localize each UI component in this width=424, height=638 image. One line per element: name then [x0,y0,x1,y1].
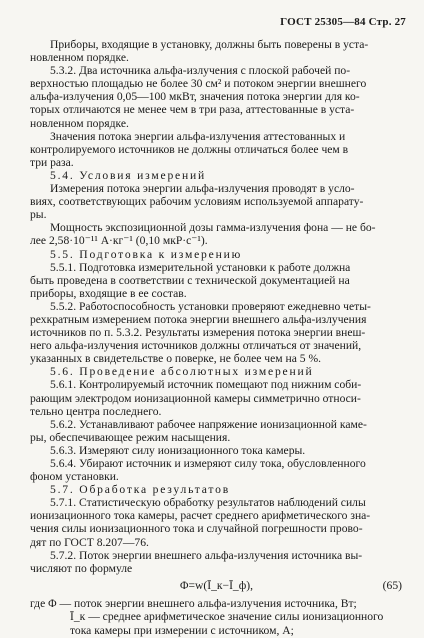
text-line: 5.3.2. Два источника альфа-излучения с плоской рабочей по- [50,64,351,78]
text-line: новленном порядке. [30,51,129,65]
text-line: ры. [30,208,47,222]
section-heading: 5.5. Подготовка к измерению [50,247,243,261]
text-line: 5.7.2. Поток энергии внешнего альфа-излучения источника вы- [50,548,363,562]
text-line: три раза. [30,155,74,169]
formula-expression: Φ=w(Ī_к−Ī_ф), [180,578,254,592]
text-line: приборы, входящие в ее состав. [30,286,187,300]
definition-line: где Φ — поток энергии внешнего альфа-излучения источника, Вт; [30,596,357,610]
text-line: указанных в свидетельстве о поверке, не более чем на 5 %. [30,352,322,366]
section-heading: 5.4. Условия измерений [50,168,207,182]
text-line: новленном порядке. [30,116,129,130]
definition-line: Ī_к — среднее арифметическое значение силы ионизационного [70,610,384,624]
text-line: 5.6.1. Контролируемый источник помещают под нижним соби- [50,378,362,392]
section-heading: 5.7. Обработка результатов [50,483,230,497]
text-line: источников по п. 5.3.2. Результаты измерения потока энергии внеш- [30,326,366,340]
text-line: числяют по формуле [30,561,133,575]
text-line: рехкратным измерением потока энергии внешнего альфа-излучения [30,312,367,326]
text-line: быть проведена в соответствии с технической документацией на [30,273,350,287]
text-line: контролируемого источников не должны отличаться более чем в [30,142,349,156]
formula-definitions [30,597,402,638]
text-line: Приборы, входящие в установку, должны быть поверены в уста- [50,38,369,51]
page-header: ГОСТ 25305—84 Стр. 27 [280,16,406,28]
text-line: 5.5.1. Подготовка измерительной установки к работе должна [50,260,351,274]
definition-line: тока камеры при измерении с источником, А; [70,624,294,638]
text-line: лее 2,58·10⁻¹¹ А·кг⁻¹ (0,10 мкР·с⁻¹). [30,234,208,248]
text-lines [30,38,402,575]
text-line: него альфа-излучения источников должны отличаться от значений, [30,339,362,353]
text-line: верхностью площадью не более 30 см² и потоком энергии внешнего [30,77,367,91]
text-line: 5.6.4. Убирают источник и измеряют силу тока, обусловленного [50,457,366,470]
text-line: тельно центра последнего. [30,404,162,418]
text-line: ионизационного тока камеры, расчет среднего арифметического зна- [30,509,371,523]
section-heading: 5.6. Проведение абсолютных измерений [50,365,314,379]
text-line: виях, соответствующих рабочим условиям используемой аппарату- [30,195,364,209]
text-line: 5.6.3. Измеряют силу ионизационного тока камеры. [50,443,306,457]
text-line: фоном установки. [30,470,119,484]
text-line: 5.7.1. Статистическую обработку результатов наблюдений силы [50,496,366,510]
text-line: чения силы ионизационного тока и случайной погрешности прово- [30,522,363,536]
document-body [30,38,402,638]
formula-number: (65) [382,578,402,592]
text-line: Мощность экспозиционной дозы гамма-излучения фона — не бо- [50,221,376,235]
text-line: 5.6.2. Устанавливают рабочее напряжение ионизационной каме- [50,417,367,431]
text-line: торых отличаются не менее чем в три раза, аттестованные в уста- [30,103,355,117]
text-line: 5.5.2. Работоспособность установки проверяют ежедневно четы- [50,299,371,313]
text-line: Измерения потока энергии альфа-излучения проводят в усло- [50,182,355,196]
formula-65 [30,577,402,595]
text-line: альфа-излучения 0,05—100 мкВт, значения потока энергии для ко- [30,90,360,104]
text-line: рающим электродом ионизационной камеры симметрично относи- [30,391,361,405]
text-line: дят по ГОСТ 8.207—76. [30,535,149,549]
text-line: Значения потока энергии альфа-излучения аттестованных и [50,129,346,143]
text-line: ры, обеспечивающее режим насыщения. [30,430,231,444]
